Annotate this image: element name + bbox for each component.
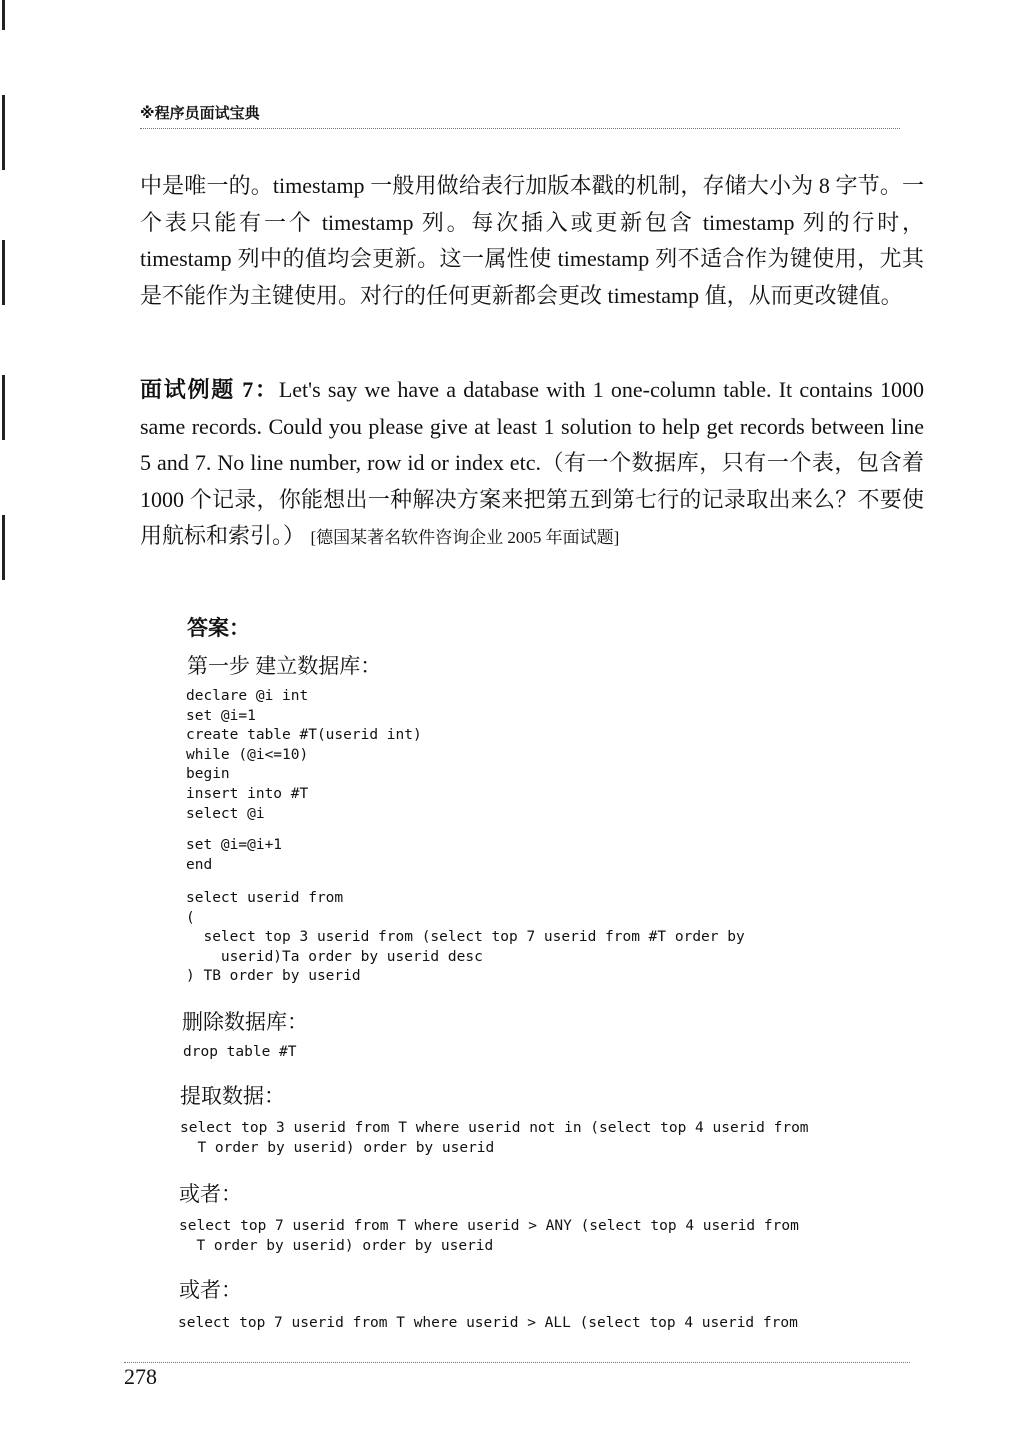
question-label: 面试例题 7： <box>140 377 279 402</box>
scan-edge-mark <box>2 95 5 170</box>
scan-edge-mark <box>2 375 5 440</box>
question-source: [德国某著名软件咨询企业 2005 年面试题] <box>310 528 620 547</box>
code-extract-block: select top 3 userid from T where userid not in (select top 4 userid from T order by userid) order by userid <box>180 1120 809 1156</box>
extract-heading: 提取数据： <box>180 1084 285 1108</box>
or-heading-2: 或者： <box>179 1278 242 1302</box>
footer-divider <box>124 1362 910 1363</box>
or-heading-1: 或者： <box>179 1182 242 1206</box>
answer-label: 答案： <box>187 616 250 640</box>
code-select-block: select userid from ( select top 3 userid from (select top 7 userid from #T order by userid)Ta order by userid desc ) TB order by userid <box>186 890 745 985</box>
step1-heading: 第一步 建立数据库： <box>187 654 382 678</box>
running-header: ※程序员面试宝典 <box>140 104 260 122</box>
code-all-block: select top 7 userid from T where userid > ALL (select top 4 userid from <box>178 1315 798 1331</box>
code-any-block: select top 7 userid from T where userid > ANY (select top 4 userid from T order by userid) order by userid <box>179 1218 799 1254</box>
scan-edge-mark <box>2 515 5 580</box>
code-create-block: declare @i int set @i=1 create table #T(userid int) while (@i<=10) begin insert into #T select @i <box>186 688 422 822</box>
scan-edge-mark <box>2 0 5 30</box>
delete-heading: 删除数据库： <box>182 1010 308 1034</box>
scan-edge-mark <box>2 240 5 305</box>
header-divider <box>140 128 900 129</box>
code-loop-end-block: set @i=@i+1 end <box>186 837 283 873</box>
question-text: Let's say we have a database with 1 one-column table. It contains 1000 same records. Could you please give at least 1 solution to help get records between line 5 and 7. No line number, row id or index etc.（有一个数据库，只有一个表，包含着 1000 个记录，你能想出一种解决方案来把第五到第七行的记录取出来么？不要使用航标和索引。） <box>140 377 924 548</box>
question-paragraph <box>140 372 924 557</box>
code-drop-block: drop table #T <box>183 1044 297 1060</box>
intro-paragraph: 中是唯一的。timestamp 一般用做给表行加版本戳的机制，存储大小为 8 字节。一个表只能有一个 timestamp 列。每次插入或更新包含 timestamp 列的行时，timestamp 列中的值均会更新。这一属性使 timestamp 列不适合作为键使用，尤其是不能作为主键使用。对行的任何更新都会更改 timestamp 值，从而更改键值。 <box>140 173 924 308</box>
page-number: 278 <box>124 1364 157 1389</box>
